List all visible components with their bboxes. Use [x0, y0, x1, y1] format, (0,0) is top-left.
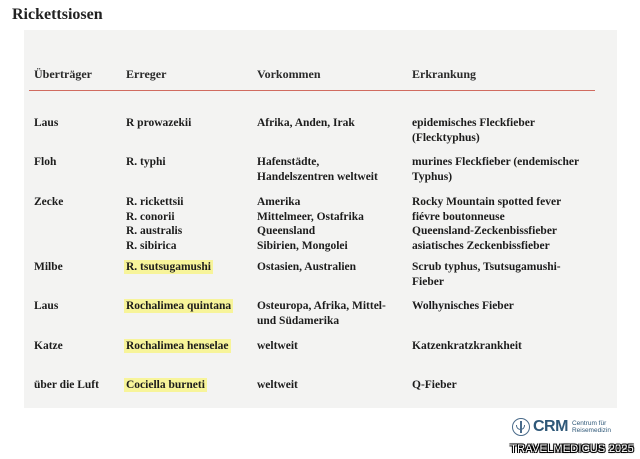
row-disease: Scrub typhus, Tsutsugamushi- Fieber: [412, 261, 561, 288]
row-vector: über die Luft: [34, 379, 99, 391]
logo-subtitle-line1: Centrum für: [571, 419, 607, 427]
row-vector: Laus: [34, 300, 59, 312]
row-disease: Q-Fieber: [412, 379, 457, 391]
row-occurrence: Ostasien, Australien: [257, 261, 357, 273]
row-vector: Laus: [34, 117, 59, 129]
row-occurrence: Osteuropa, Afrika, Mittel- und Südamerika: [257, 300, 386, 327]
row-occurrence: Afrika, Anden, Irak: [257, 117, 355, 129]
row-disease: Wolhynisches Fieber: [412, 300, 514, 312]
highlight-marker: R. tsutsugamushi: [126, 261, 211, 273]
row-pathogen-highlighted: [126, 378, 207, 393]
logo-name: CRM: [533, 418, 568, 435]
page-title: Rickettsiosen: [12, 6, 103, 23]
row-vector: Milbe: [34, 261, 63, 273]
row-pathogen-highlighted: [126, 339, 231, 354]
row-disease: Katzenkratzkrankheit: [412, 340, 522, 352]
header-vector: Überträger: [34, 67, 92, 81]
header-divider: [29, 90, 595, 91]
row-vector: Floh: [34, 156, 57, 168]
row-pathogen: R prowazekii: [126, 117, 192, 129]
crm-logo: [512, 418, 611, 436]
highlight-marker: Rochalimea henselae: [126, 340, 229, 352]
row-vector: Katze: [34, 340, 63, 352]
row-vector: Zecke: [34, 196, 64, 208]
row-pathogen: R. typhi: [126, 156, 166, 168]
watermark: TRAVELMEDICUS 2025: [510, 443, 634, 455]
row-occurrence: weltweit: [257, 379, 298, 391]
row-occurrence: Hafenstädte, Handelszentren weltweit: [257, 156, 378, 183]
row-pathogen-highlighted: [126, 260, 213, 275]
header-pathogen: Erreger: [126, 67, 167, 81]
highlight-marker: Rochalimea quintana: [126, 300, 232, 312]
row-pathogen-highlighted: [126, 299, 233, 314]
row-pathogen: R. rickettsii R. conorii R. australis R. sibirica: [126, 196, 184, 252]
caduceus-icon: [512, 418, 530, 436]
header-disease: Erkrankung: [412, 67, 477, 81]
row-disease: murines Fleckfieber (endemischer Typhus): [412, 156, 580, 183]
logo-subtitle-line2: Reisemedizin: [571, 427, 611, 434]
logo-subtitle: [572, 420, 611, 435]
header-occurrence: Vorkommen: [257, 67, 321, 81]
highlight-marker: Cociella burneti: [126, 379, 205, 391]
row-occurrence: weltweit: [257, 340, 298, 352]
row-disease: epidemisches Fleckfieber (Flecktyphus): [412, 117, 535, 144]
row-occurrence: Amerika Mittelmeer, Ostafrika Queensland Sibirien, Mongolei: [257, 196, 364, 252]
row-disease: Rocky Mountain spotted fever fiévre boutonneuse Queensland-Zeckenbissfieber asiatisches Zeckenbissfieber: [412, 196, 562, 252]
